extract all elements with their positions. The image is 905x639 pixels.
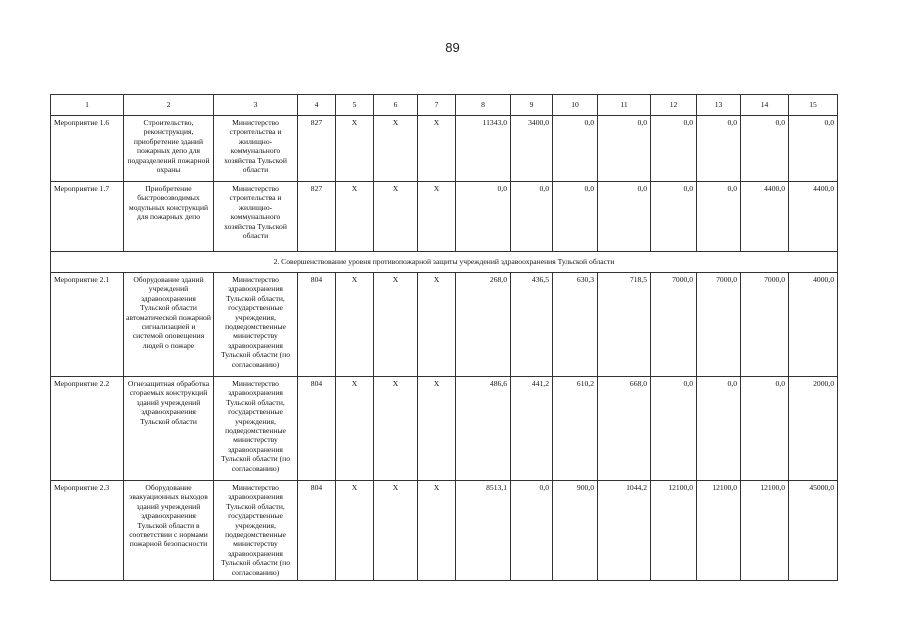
value-col-15: 4000,0 — [789, 273, 838, 377]
value-col-11: 0,0 — [598, 116, 651, 182]
csr-code: X — [418, 377, 456, 481]
section-title: 2. Совершенствование уровня противопожарной защиты учреждений здравоохранения Тульской области — [51, 252, 838, 273]
value-col-15: 0,0 — [789, 116, 838, 182]
csr-code: X — [418, 273, 456, 377]
value-col-14: 0,0 — [741, 116, 789, 182]
activity-code: Мероприятие 2.3 — [51, 481, 124, 581]
executor: Министерство строительства и жилищно-коммунального хозяйства Тульской области — [214, 116, 298, 182]
header-row — [51, 95, 838, 116]
value-col-14: 7000,0 — [741, 273, 789, 377]
executor: Министерство здравоохранения Тульской области, государственные учреждения, подведомственные министерству здравоохранения Тульской области (по согласованию) — [214, 481, 298, 581]
value-col-8: 8513,1 — [456, 481, 511, 581]
executor: Министерство строительства и жилищно-коммунального хозяйства Тульской области — [214, 182, 298, 252]
value-col-14: 0,0 — [741, 377, 789, 481]
pr-code: X — [374, 377, 418, 481]
value-col-10: 630,3 — [553, 273, 598, 377]
activity-name: Оборудование эвакуационных выходов зданий учреждений здравоохранения Тульской области в соответствии с нормами пожарной безопасности — [124, 481, 214, 581]
csr-code: X — [418, 182, 456, 252]
value-col-9: 0,0 — [511, 481, 553, 581]
value-col-10: 900,0 — [553, 481, 598, 581]
value-col-11: 1044,2 — [598, 481, 651, 581]
activity-code: Мероприятие 1.6 — [51, 116, 124, 182]
value-col-10: 0,0 — [553, 116, 598, 182]
pr-code: X — [374, 481, 418, 581]
value-col-12: 0,0 — [651, 377, 697, 481]
activity-name: Огнезащитная обработка сгораемых конструкций зданий учреждений здравоохранения Тульской области — [124, 377, 214, 481]
value-col-12: 12100,0 — [651, 481, 697, 581]
value-col-11: 668,0 — [598, 377, 651, 481]
table-row — [51, 182, 838, 252]
executor: Министерство здравоохранения Тульской области, государственные учреждения, подведомственные министерству здравоохранения Тульской области (по согласованию) — [214, 377, 298, 481]
csr-code: X — [418, 116, 456, 182]
grbs-code: 804 — [298, 377, 336, 481]
activity-code: Мероприятие 2.1 — [51, 273, 124, 377]
column-header-4: 4 — [298, 95, 336, 116]
column-header-7: 7 — [418, 95, 456, 116]
csr-code: X — [418, 481, 456, 581]
value-col-14: 12100,0 — [741, 481, 789, 581]
value-col-11: 0,0 — [598, 182, 651, 252]
rz-code: X — [336, 377, 374, 481]
value-col-11: 718,5 — [598, 273, 651, 377]
column-header-1: 1 — [51, 95, 124, 116]
value-col-10: 0,0 — [553, 182, 598, 252]
value-col-8: 11343,0 — [456, 116, 511, 182]
page-number: 89 — [445, 40, 460, 55]
pr-code: X — [374, 182, 418, 252]
value-col-15: 45000,0 — [789, 481, 838, 581]
column-header-14: 14 — [741, 95, 789, 116]
value-col-8: 486,6 — [456, 377, 511, 481]
table-row — [51, 377, 838, 481]
table-row — [51, 273, 838, 377]
section-row — [51, 252, 838, 273]
value-col-14: 4400,0 — [741, 182, 789, 252]
column-header-9: 9 — [511, 95, 553, 116]
column-header-5: 5 — [336, 95, 374, 116]
activity-name: Оборудование зданий учреждений здравоохранения Тульской области автоматической пожарной сигнализацией и системой оповещения людей о пожаре — [124, 273, 214, 377]
value-col-13: 7000,0 — [697, 273, 741, 377]
pr-code: X — [374, 273, 418, 377]
column-header-2: 2 — [124, 95, 214, 116]
value-col-9: 441,2 — [511, 377, 553, 481]
activity-code: Мероприятие 1.7 — [51, 182, 124, 252]
value-col-12: 0,0 — [651, 182, 697, 252]
grbs-code: 804 — [298, 481, 336, 581]
value-col-13: 12100,0 — [697, 481, 741, 581]
pr-code: X — [374, 116, 418, 182]
table-row — [51, 116, 838, 182]
rz-code: X — [336, 116, 374, 182]
column-header-15: 15 — [789, 95, 838, 116]
column-header-3: 3 — [214, 95, 298, 116]
grbs-code: 827 — [298, 116, 336, 182]
value-col-9: 3400,0 — [511, 116, 553, 182]
grbs-code: 804 — [298, 273, 336, 377]
table-row — [51, 481, 838, 581]
column-header-12: 12 — [651, 95, 697, 116]
budget-table — [50, 94, 838, 581]
value-col-8: 0,0 — [456, 182, 511, 252]
column-header-13: 13 — [697, 95, 741, 116]
value-col-13: 0,0 — [697, 182, 741, 252]
rz-code: X — [336, 481, 374, 581]
rz-code: X — [336, 273, 374, 377]
column-header-11: 11 — [598, 95, 651, 116]
rz-code: X — [336, 182, 374, 252]
value-col-13: 0,0 — [697, 377, 741, 481]
column-header-6: 6 — [374, 95, 418, 116]
grbs-code: 827 — [298, 182, 336, 252]
executor: Министерство здравоохранения Тульской области, государственные учреждения, подведомственные министерству здравоохранения Тульской области (по согласованию) — [214, 273, 298, 377]
value-col-15: 4400,0 — [789, 182, 838, 252]
value-col-8: 268,0 — [456, 273, 511, 377]
value-col-9: 0,0 — [511, 182, 553, 252]
value-col-15: 2000,0 — [789, 377, 838, 481]
value-col-12: 7000,0 — [651, 273, 697, 377]
activity-name: Строительство, реконструкция, приобретение зданий пожарных депо для подразделений пожарной охраны — [124, 116, 214, 182]
value-col-9: 436,5 — [511, 273, 553, 377]
value-col-12: 0,0 — [651, 116, 697, 182]
activity-name: Приобретение быстровозводимых модульных конструкций для пожарных депо — [124, 182, 214, 252]
activity-code: Мероприятие 2.2 — [51, 377, 124, 481]
column-header-8: 8 — [456, 95, 511, 116]
column-header-10: 10 — [553, 95, 598, 116]
value-col-13: 0,0 — [697, 116, 741, 182]
value-col-10: 610,2 — [553, 377, 598, 481]
